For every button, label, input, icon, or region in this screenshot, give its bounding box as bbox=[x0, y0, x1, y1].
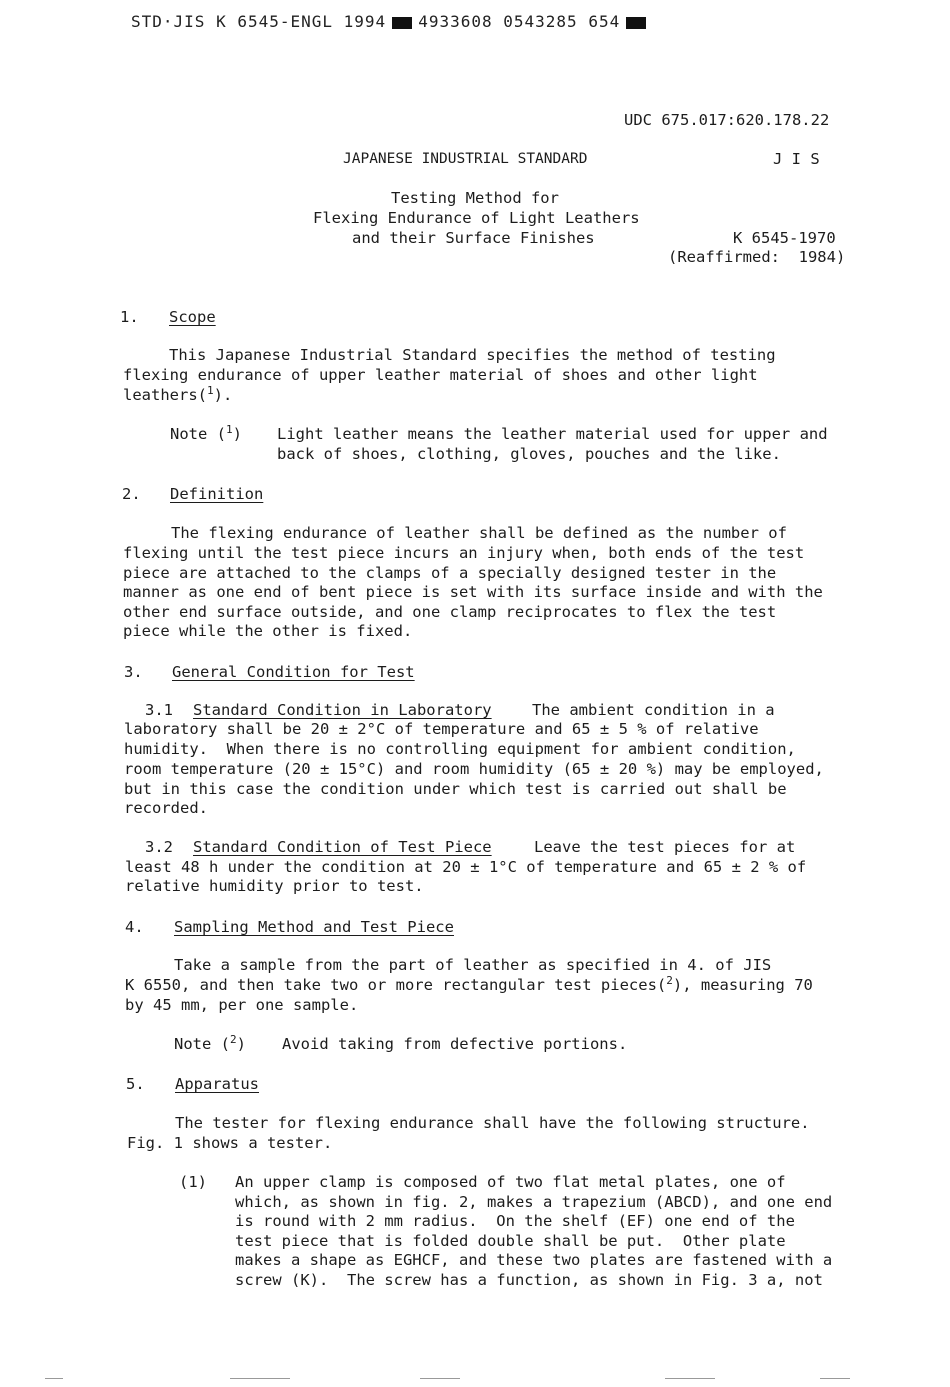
stamp-block-1 bbox=[392, 17, 412, 29]
section-2-line-5: other end surface outside, and one clamp reciprocates to flex the test bbox=[123, 603, 777, 621]
reaffirmed-date: (Reaffirmed: 1984) bbox=[668, 248, 846, 266]
section-1-body-line-2: flexing endurance of upper leather material of shoes and other light bbox=[123, 366, 758, 384]
item-1-line-6: screw (K). The screw has a function, as shown in Fig. 3 a, not bbox=[235, 1271, 823, 1289]
section-2-line-4: manner as one end of bent piece is set with its surface inside and with the bbox=[123, 583, 823, 601]
note-2-text: Avoid taking from defective portions. bbox=[282, 1035, 628, 1053]
title-line-2: Flexing Endurance of Light Leathers bbox=[313, 209, 640, 227]
section-3-1-number: 3.1 bbox=[145, 701, 173, 719]
section-4-number: 4. bbox=[125, 918, 144, 936]
section-4-line-1: Take a sample from the part of leather as specified in 4. of JIS bbox=[174, 956, 772, 974]
section-4-line-2: K 6550, and then take two or more rectangular test pieces($^2$), measuring 70 bbox=[125, 973, 813, 994]
item-1-number: (1) bbox=[179, 1173, 207, 1191]
section-3-2-line-1: Leave the test pieces for at bbox=[534, 838, 796, 856]
section-5-number: 5. bbox=[126, 1075, 145, 1093]
section-3-1-line-5: but in this case the condition under which test is carried out shall be bbox=[124, 780, 787, 798]
document-header-stamp bbox=[131, 12, 652, 32]
section-3-1-line-3: humidity. When there is no controlling equipment for ambient condition, bbox=[124, 740, 796, 758]
stamp-numbers: 4933608 0543285 654 bbox=[418, 12, 621, 31]
section-3-1-line-2: laboratory shall be 20 ± 2°C of temperature and 65 ± 5 % of relative bbox=[124, 720, 759, 738]
note-1-label: Note ($^1$) bbox=[170, 422, 242, 443]
section-5-line-2: Fig. 1 shows a tester. bbox=[127, 1134, 333, 1152]
section-5-line-1: The tester for flexing endurance shall have the following structure. bbox=[175, 1114, 810, 1132]
note-1-line-1: Light leather means the leather material used for upper and bbox=[277, 425, 828, 443]
item-1-line-2: which, as shown in fig. 2, makes a trapezium (ABCD), and one end bbox=[235, 1193, 833, 1211]
udc-code: UDC 675.017:620.178.22 bbox=[624, 111, 830, 129]
stamp-block-2 bbox=[626, 17, 646, 29]
jis-mark: J I S bbox=[773, 150, 820, 168]
standard-number: K 6545-1970 bbox=[733, 229, 836, 247]
section-5-heading: Apparatus bbox=[175, 1075, 259, 1093]
item-1-line-5: makes a shape as EGHCF, and these two plates are fastened with a bbox=[235, 1251, 833, 1269]
note-2-label: Note ($^2$) bbox=[174, 1032, 246, 1053]
stamp-code: STD·JIS K 6545-ENGL 1994 bbox=[131, 12, 387, 31]
section-2-line-2: flexing until the test piece incurs an injury when, both ends of the test bbox=[123, 544, 805, 562]
section-2-heading: Definition bbox=[170, 485, 264, 503]
item-1-line-3: is round with 2 mm radius. On the shelf (EF) one end of the bbox=[235, 1212, 795, 1230]
section-1-body-line-3: leathers($^1$). bbox=[123, 383, 233, 404]
section-2-line-1: The flexing endurance of leather shall be defined as the number of bbox=[171, 524, 787, 542]
section-3-number: 3. bbox=[124, 663, 143, 681]
section-3-1-heading: Standard Condition in Laboratory bbox=[193, 701, 492, 719]
section-1-number: 1. bbox=[120, 308, 139, 326]
section-1-body-line-1: This Japanese Industrial Standard specifies the method of testing bbox=[169, 346, 776, 364]
section-3-2-heading: Standard Condition of Test Piece bbox=[193, 838, 492, 856]
section-3-2-number: 3.2 bbox=[145, 838, 173, 856]
section-3-1-line-6: recorded. bbox=[124, 799, 208, 817]
section-3-2-line-2: least 48 h under the condition at 20 ± 1°C of temperature and 65 ± 2 % of bbox=[125, 858, 807, 876]
section-3-1-line-1: The ambient condition in a bbox=[532, 701, 775, 719]
section-2-number: 2. bbox=[122, 485, 141, 503]
section-1-heading: Scope bbox=[169, 308, 216, 326]
section-3-1-line-4: room temperature (20 ± 15°C) and room humidity (65 ± 20 %) may be employed, bbox=[124, 760, 824, 778]
scan-artifact bbox=[665, 1378, 715, 1379]
section-4-line-3: by 45 mm, per one sample. bbox=[125, 996, 359, 1014]
item-1-line-1: An upper clamp is composed of two flat metal plates, one of bbox=[235, 1173, 786, 1191]
section-2-line-6: piece while the other is fixed. bbox=[123, 622, 413, 640]
section-2-line-3: piece are attached to the clamps of a specially designed tester in the bbox=[123, 564, 777, 582]
section-4-heading: Sampling Method and Test Piece bbox=[174, 918, 454, 936]
section-3-heading: General Condition for Test bbox=[172, 663, 415, 681]
note-1-line-2: back of shoes, clothing, gloves, pouches and the like. bbox=[277, 445, 781, 463]
scan-artifact bbox=[820, 1378, 850, 1379]
scan-artifact bbox=[45, 1378, 63, 1379]
item-1-line-4: test piece that is folded double shall be put. Other plate bbox=[235, 1232, 786, 1250]
org-name: JAPANESE INDUSTRIAL STANDARD bbox=[343, 151, 588, 167]
scan-artifact bbox=[230, 1378, 290, 1379]
title-line-3: and their Surface Finishes bbox=[352, 229, 595, 247]
title-line-1: Testing Method for bbox=[391, 189, 559, 207]
section-3-2-line-3: relative humidity prior to test. bbox=[125, 877, 424, 895]
scan-artifact bbox=[420, 1378, 460, 1379]
